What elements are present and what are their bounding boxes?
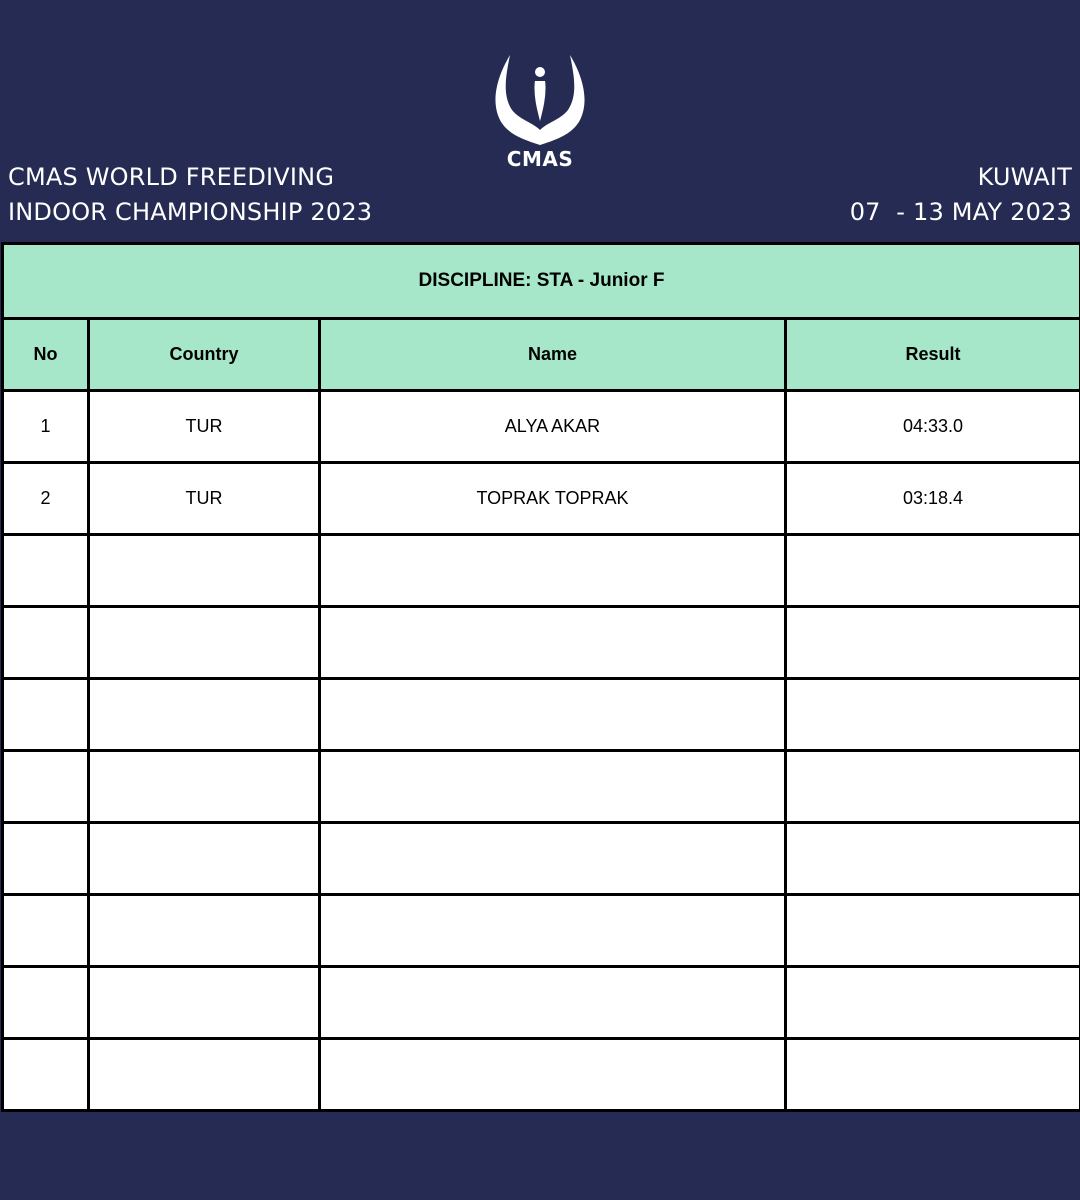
table-row (3, 895, 1080, 967)
cell-result: 04:33.0 (786, 391, 1080, 463)
cell-result: 03:18.4 (786, 463, 1080, 535)
cell-name: TOPRAK TOPRAK (320, 463, 786, 535)
cell-result (786, 535, 1080, 607)
cell-result (786, 967, 1080, 1039)
cell-result (786, 895, 1080, 967)
cell-country: TUR (89, 463, 320, 535)
table-row (3, 1039, 1080, 1111)
table-row (3, 823, 1080, 895)
cell-result (786, 1039, 1080, 1111)
cell-no (3, 751, 89, 823)
cell-result (786, 679, 1080, 751)
cell-no (3, 967, 89, 1039)
cmas-logo (490, 50, 590, 175)
table-row (3, 679, 1080, 751)
table-row (3, 607, 1080, 679)
results-table (1, 242, 1080, 1112)
cell-country (89, 1039, 320, 1111)
event-location: KUWAIT (977, 163, 1072, 191)
cell-no (3, 679, 89, 751)
table-row (3, 391, 1080, 463)
logo-text: CMAS (506, 147, 574, 171)
table-row (3, 751, 1080, 823)
cell-country (89, 751, 320, 823)
cell-no (3, 823, 89, 895)
cell-country (89, 823, 320, 895)
event-title (8, 160, 372, 230)
column-header-name: Name (320, 319, 786, 391)
cell-name (320, 895, 786, 967)
cmas-mermaid-logo-icon (490, 50, 590, 150)
cell-country (89, 535, 320, 607)
cell-no: 1 (3, 391, 89, 463)
cell-result (786, 607, 1080, 679)
column-header-row (3, 319, 1080, 391)
table-row (3, 967, 1080, 1039)
cell-name (320, 535, 786, 607)
event-title-line2: INDOOR CHAMPIONSHIP 2023 (8, 198, 373, 226)
cell-country: TUR (89, 391, 320, 463)
table-row (3, 463, 1080, 535)
column-header-country: Country (89, 319, 320, 391)
cell-country (89, 607, 320, 679)
cell-name: ALYA AKAR (320, 391, 786, 463)
cell-country (89, 679, 320, 751)
cell-no: 2 (3, 463, 89, 535)
column-header-result: Result (786, 319, 1080, 391)
cell-country (89, 967, 320, 1039)
event-title-line1: CMAS WORLD FREEDIVING (8, 163, 335, 191)
cell-no (3, 1039, 89, 1111)
column-header-no: No (3, 319, 89, 391)
cell-result (786, 751, 1080, 823)
event-dates: 07 - 13 MAY 2023 (849, 198, 1072, 226)
cell-result (786, 823, 1080, 895)
table-row (3, 535, 1080, 607)
cell-name (320, 967, 786, 1039)
cell-name (320, 823, 786, 895)
cell-no (3, 535, 89, 607)
cell-name (320, 679, 786, 751)
cell-name (320, 607, 786, 679)
discipline-title: DISCIPLINE: STA - Junior F (3, 244, 1080, 319)
event-location-dates (850, 160, 1072, 230)
cell-no (3, 607, 89, 679)
cell-name (320, 751, 786, 823)
cell-country (89, 895, 320, 967)
cell-name (320, 1039, 786, 1111)
cell-no (3, 895, 89, 967)
discipline-row (3, 244, 1080, 319)
